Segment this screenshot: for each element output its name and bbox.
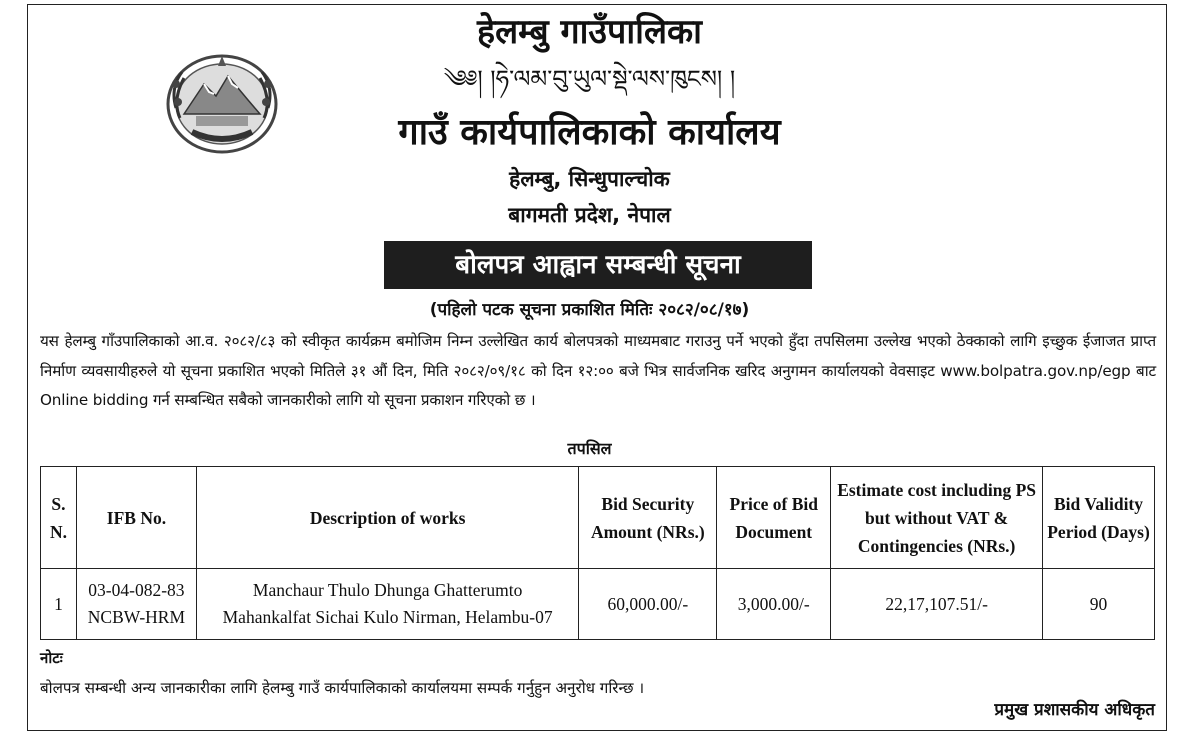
cell-bid-security: 60,000.00/- — [579, 569, 717, 640]
address-line-2: बागमती प्रदेश, नेपाल — [508, 203, 671, 227]
table-row — [41, 569, 1155, 640]
publication-date: (पहिलो पटक सूचना प्रकाशित मितिः २०८२/०८/१७) — [429, 300, 750, 320]
header-bid-validity: Bid Validity Period (Days) — [1043, 467, 1155, 569]
municipality-name: हेलम्बु गाउँपालिका — [477, 12, 702, 52]
ifb-no-line-1: 03-04-082-83 — [88, 580, 185, 600]
signatory-title: प्रमुख प्रशासकीय अधिकृत — [994, 700, 1155, 720]
office-name: गाउँ कार्यपालिकाको कार्यालय — [398, 112, 781, 153]
schedule-title: तपसिल — [567, 439, 612, 458]
cell-estimate-cost: 22,17,107.51/- — [831, 569, 1043, 640]
tibetan-municipality-name: ༄༅། །ཧེ་ལམ་བུ་ཡུལ་སྡེ་ལས་ཁུངས། ། — [443, 65, 736, 93]
notice-body: यस हेलम्बु गाँउपालिकाको आ.व. २०८२/८३ को स्वीकृत कार्यक्रम बमोजिम निम्न उल्लेखित कार्य बोलपत्रको माध्यमबाट गराउनु पर्ने भएको हुँदा तपसिलमा उल्लेख भएको ठेक्काको लागि इच्छुक ईजाजत प्राप्त निर्माण व्यवसायीहरुले यो सूचना प्रकाशित भएको मितिले ३१ औं दिन, मिति २०८२/०९/१८ को दिन १२:०० बजे भित्र सार्वजनिक खरिद अनुगमन कार्यालयको वेवसाइट www.bolpatra.gov.np/egp बाट Online bidding गर्न सम्बन्धित सबैको जानकारीको लागि यो सूचना प्रकाशन गरिएको छ । — [40, 332, 1156, 409]
address-line-1: हेलम्बु, सिन्धुपाल्चोक — [509, 167, 670, 191]
cell-ifb-no — [76, 569, 196, 640]
header-ifb-no: IFB No. — [76, 467, 196, 569]
header-sn: S. N. — [41, 467, 77, 569]
ifb-no-line-2: NCBW-HRM — [87, 607, 186, 627]
notice-title-banner: बोलपत्र आह्वान सम्बन्धी सूचना — [384, 241, 812, 289]
cell-bid-validity: 90 — [1043, 569, 1155, 640]
header-description: Description of works — [196, 467, 579, 569]
header-price-of-bid-document: Price of Bid Document — [717, 467, 831, 569]
header-bid-security: Bid Security Amount (NRs.) — [579, 467, 717, 569]
cell-sn: 1 — [41, 569, 77, 640]
cell-description — [196, 569, 579, 640]
description-line-1: Manchaur Thulo Dhunga Ghatterumto — [252, 580, 523, 600]
bid-schedule-table — [40, 466, 1155, 640]
header-estimate-cost: Estimate cost including PS but without VAT & Contingencies (NRs.) — [831, 467, 1043, 569]
description-line-2: Mahankalfat Sichai Kulo Nirman, Helambu-07 — [222, 607, 553, 627]
note-text: बोलपत्र सम्बन्धी अन्य जानकारीका लागि हेलम्बु गाउँ कार्यपालिकाको कार्यालयमा सम्पर्क गर्नुहुन अनुरोध गरिन्छ । — [40, 679, 645, 697]
cell-price-of-bid-document: 3,000.00/- — [717, 569, 831, 640]
table-header-row — [41, 467, 1155, 569]
note-label: नोटः — [40, 649, 63, 667]
